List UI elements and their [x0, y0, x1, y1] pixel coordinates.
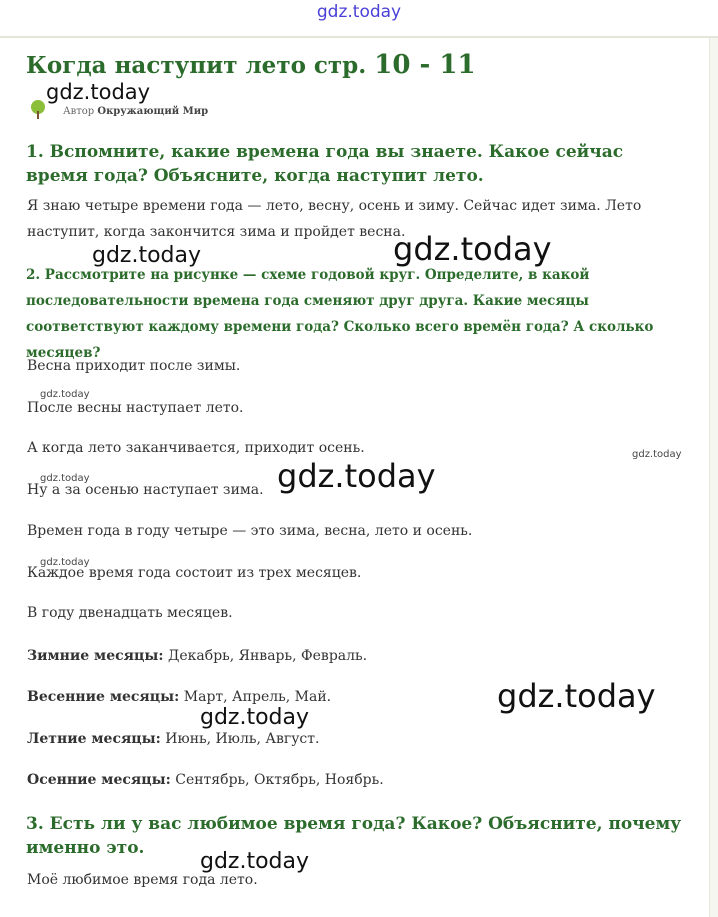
question-1: 1. Вспомните, какие времена года вы знаете. Какое сейчас время года? Объясните, когда наступит лето.	[26, 142, 624, 186]
watermark: gdz.today	[277, 457, 436, 495]
answer-3: Моё любимое время года лето.	[27, 872, 258, 888]
spring-label: Весенние месяцы:	[27, 689, 180, 705]
watermark: gdz.today	[200, 849, 310, 874]
page-title-text: Когда наступит лето стр.	[26, 52, 375, 79]
winter-value: Декабрь, Январь, Февраль.	[163, 648, 368, 664]
watermark: gdz.today	[40, 473, 90, 484]
watermark: gdz.today	[40, 557, 90, 568]
summer-months	[27, 731, 319, 747]
question-2: 2. Рассмотрите на рисунке — схеме годовой круг. Определите, в какой последовательности времена года сменяют друг друга. Какие месяцы соответствуют каждому времени года? Сколько всего времён года? А сколько месяцев?	[26, 267, 654, 361]
winter-label: Зимние месяцы:	[27, 648, 164, 664]
answer-1: Я знаю четыре времени года — лето, весну, осень и зиму. Сейчас идет зима. Лето наступит, когда закончится зима и пройдет весна.	[27, 198, 642, 240]
top-bar	[0, 0, 718, 38]
watermark: gdz.today	[40, 389, 90, 400]
watermark: gdz.today	[497, 677, 656, 715]
answer-2-line: Времен года в году четыре — это зима, весна, лето и осень.	[27, 523, 473, 539]
author-logo: gdz.today	[46, 80, 151, 104]
question-3: 3. Есть ли у вас любимое время года? Какое? Объясните, почему именно это.	[26, 814, 682, 858]
answer-2-line: Ну а за осенью наступает зима.	[27, 482, 264, 498]
page-title	[26, 50, 476, 80]
sidebar-edge	[709, 38, 718, 917]
author-label: Автор	[63, 106, 95, 117]
tree-icon	[28, 99, 48, 119]
spring-value: Март, Апрель, Май.	[179, 689, 332, 705]
watermark: gdz.today	[632, 449, 682, 460]
answer-2-line: А когда лето заканчивается, приходит осень.	[27, 440, 365, 456]
page-title-pages: 10 - 11	[374, 50, 476, 80]
autumn-value: Сентябрь, Октябрь, Ноябрь.	[170, 772, 384, 788]
watermark: gdz.today	[200, 705, 310, 730]
answer-2-line: Каждое время года состоит из трех месяцев.	[27, 565, 362, 581]
summer-value: Июнь, Июль, Август.	[160, 731, 320, 747]
answer-2-line: Весна приходит после зимы.	[27, 358, 241, 374]
author-name: Окружающий Мир	[97, 106, 209, 117]
site-logo[interactable]: gdz.today	[316, 2, 402, 22]
autumn-label: Осенние месяцы:	[27, 772, 171, 788]
author-line	[63, 106, 208, 117]
autumn-months	[27, 772, 384, 788]
spring-months	[27, 689, 331, 705]
summer-label: Летние месяцы:	[27, 731, 161, 747]
winter-months	[27, 648, 367, 664]
watermark: gdz.today	[92, 243, 202, 268]
answer-2-line: В году двенадцать месяцев.	[27, 605, 233, 621]
watermark: gdz.today	[393, 230, 552, 268]
answer-2-line: После весны наступает лето.	[27, 400, 244, 416]
